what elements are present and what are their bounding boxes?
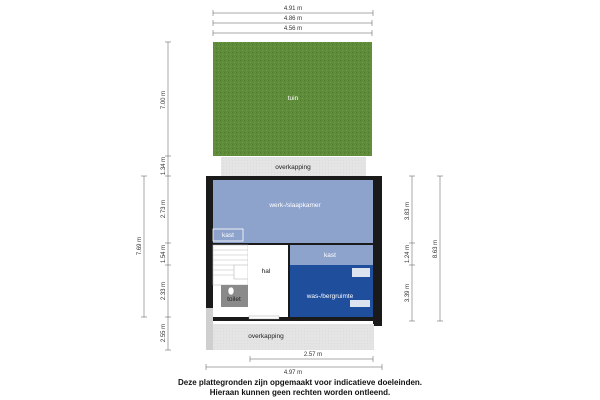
dim-right-lower: 3.39 m <box>405 283 411 303</box>
disclaimer-line-2: Hieraan kunnen geen rechten worden ontleend. <box>209 388 391 397</box>
toilet-bowl-icon <box>228 287 234 295</box>
dim-right-upper: 3.83 m <box>405 201 411 221</box>
canopy-top-label: overkapping <box>275 164 311 171</box>
dim-left-lower: 2.33 m <box>161 281 167 301</box>
bottom-dimensions <box>206 356 382 370</box>
bathroom-fixture <box>352 268 370 277</box>
dim-left-garden: 7.00 m <box>161 90 167 110</box>
top-dimensions <box>213 10 373 36</box>
dim-left-hall: 1.54 m <box>161 244 167 264</box>
dim-right-mid: 1.24 m <box>405 244 411 264</box>
wall-interior-horizontal <box>213 243 373 245</box>
wall-right <box>373 176 382 326</box>
closet-right-label: kast <box>324 252 336 259</box>
bathroom-counter <box>350 300 370 307</box>
closet-left-label: kast <box>222 232 234 239</box>
bedroom-label: werk-/slaapkamer <box>269 202 321 209</box>
canopy-bottom-edge <box>206 308 213 350</box>
wall-top <box>206 176 382 180</box>
canopy-bottom <box>206 324 374 350</box>
dim-top-3: 4.56 m <box>283 26 303 32</box>
garden-label: tuin <box>287 95 299 102</box>
dim-right-total: 8.63 m <box>433 239 439 259</box>
dim-bottom-1: 2.57 m <box>303 352 323 358</box>
disclaimer <box>0 378 600 398</box>
dim-left-bedroom: 2.73 m <box>161 199 167 219</box>
bathroom-label: was-/bergruimte <box>306 293 354 300</box>
hall-label: hal <box>261 268 271 275</box>
hall-room <box>248 245 288 317</box>
wall-interior-vertical <box>288 243 290 320</box>
disclaimer-line-1: Deze plattegronden zijn opgemaakt voor indicatieve doeleinden. <box>177 378 423 387</box>
front-door <box>249 316 279 319</box>
toilet-label: toilet <box>227 296 241 303</box>
dim-left-canopy: 1.34 m <box>161 156 167 176</box>
wall-bottom <box>213 317 382 321</box>
dim-left-total: 7.69 m <box>137 236 143 256</box>
dim-top-2: 4.86 m <box>283 16 303 22</box>
left-dimensions <box>141 42 171 350</box>
canopy-bottom-label: overkapping <box>248 333 284 340</box>
wall-left <box>206 176 213 308</box>
dim-top-1: 4.91 m <box>283 6 303 12</box>
dim-bottom-2: 4.97 m <box>283 370 303 376</box>
stairs <box>213 245 248 285</box>
dim-left-canopy2: 2.55 m <box>161 323 167 343</box>
